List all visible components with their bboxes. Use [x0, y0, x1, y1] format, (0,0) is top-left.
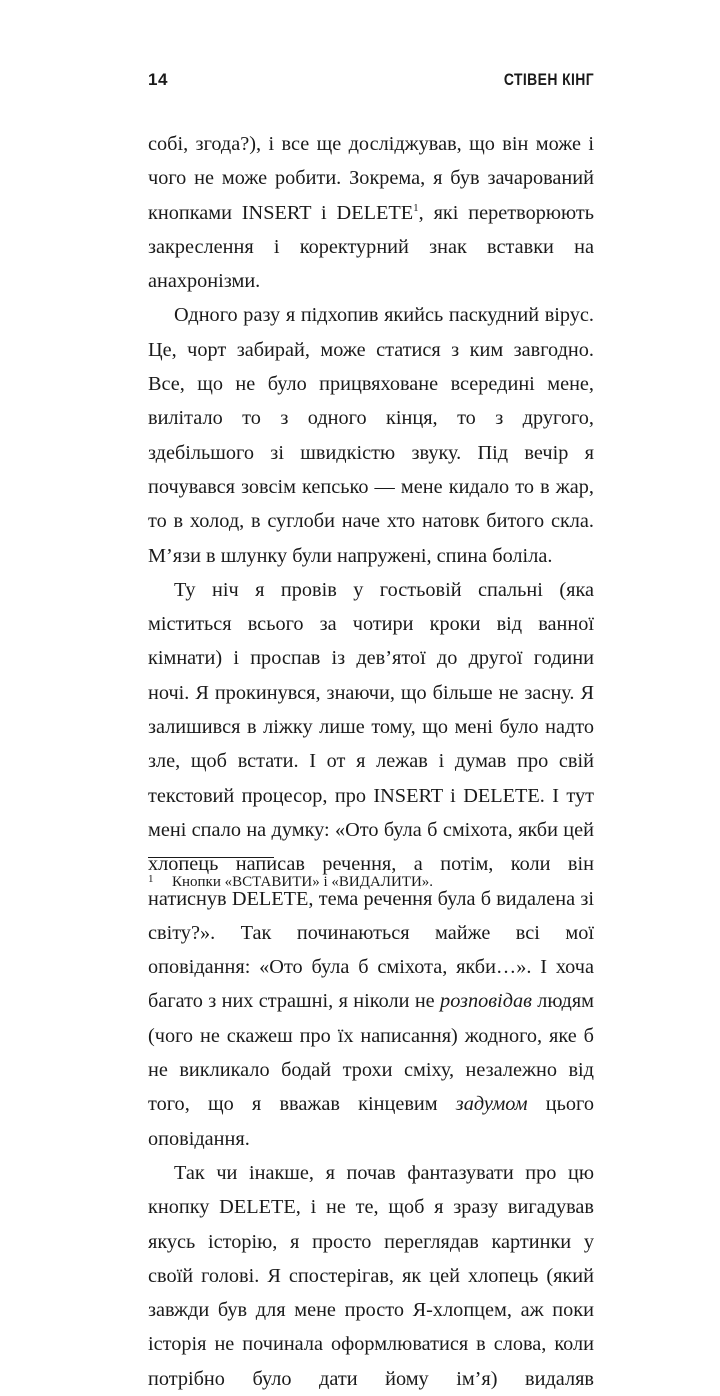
paragraph-text: собі, згода?), і все ще досліджував, що він може і чого не може робити. Зокрема, я був зачарований кнопками INSERT і DELETE [148, 133, 594, 224]
page-number: 14 [148, 70, 168, 89]
footnote [148, 869, 594, 892]
footnote-reference: 1 [413, 201, 419, 214]
body-text [148, 127, 594, 1396]
italic-emphasis: задумом [455, 1093, 528, 1116]
running-head [148, 70, 594, 94]
italic-emphasis: розповідав [440, 990, 532, 1013]
paragraph: Так чи інакше, я почав фантазувати про цю кнопку DELETE, і не те, щоб я зразу вигадував якусь історію, я просто переглядав картинки у своїй голові. Я спостерігав, як цей хлопець (який завжди був для мене просто Я-хлопцем, аж поки історія не починала оформлюватися в слова, коли потрібно було дати йому ім’я) видаляв [148, 1161, 594, 1390]
footnote-marker: 1 [148, 873, 154, 885]
author-name: СТІВЕН КІНГ [503, 70, 594, 89]
paragraph-text: Ту ніч я провів у гостьовій спальні (яка міститься всього за чотири кроки від ванної кімнати) і проспав із дев’ятої до другої години ночі. Я прокинувся, знаючи, що більше не засну. Я залишився в ліжку лише тому, що мені було надто зле, щоб встати. І от я лежав і думав про свій текстовий процесор, про INSERT і DELETE. І тут мені спало на думку: «Ото була б сміхота, якби цей хлопець написав речення, а потім, коли він натиснув DELETE, тема речення була б видалена зі світу?». Так починаються майже всі мої оповідання: «Ото була б сміхота, якби…». І хоча багато з них страшні, я ніколи не [148, 578, 594, 1013]
paragraph [148, 573, 594, 1156]
paragraph: Одного разу я підхопив якийсь паскудний вірус. Це, чорт забирай, може статися з ким завгодно. Все, що не було прицвяховане всередині мене, вилітало то з одного кінця, то з другого, здебільшого зі швидкістю звуку. Під вечір я почувався зовсім кепсько — мене кидало то в жар, то в холод, в суглоби наче хто натовк битого скла. М’язи в шлунку були напружені, спина боліла. [148, 304, 594, 567]
footnote-text: Кнопки «ВСТАВИТИ» і «ВИДАЛИТИ». [172, 874, 434, 890]
paragraph-text: цього оповідання. [148, 1093, 594, 1150]
paragraph-text: людям (чого не скажеш про їх написання) жодного, яке б не викликало бодай трохи сміху, незалежно від того, що я вважав кінцевим [148, 990, 594, 1116]
footnote-divider [148, 857, 274, 858]
paragraph-continued [148, 127, 594, 298]
paragraph-text: , які перетворюють закреслення і коректурний знак вставки на анахронізми. [148, 201, 594, 293]
